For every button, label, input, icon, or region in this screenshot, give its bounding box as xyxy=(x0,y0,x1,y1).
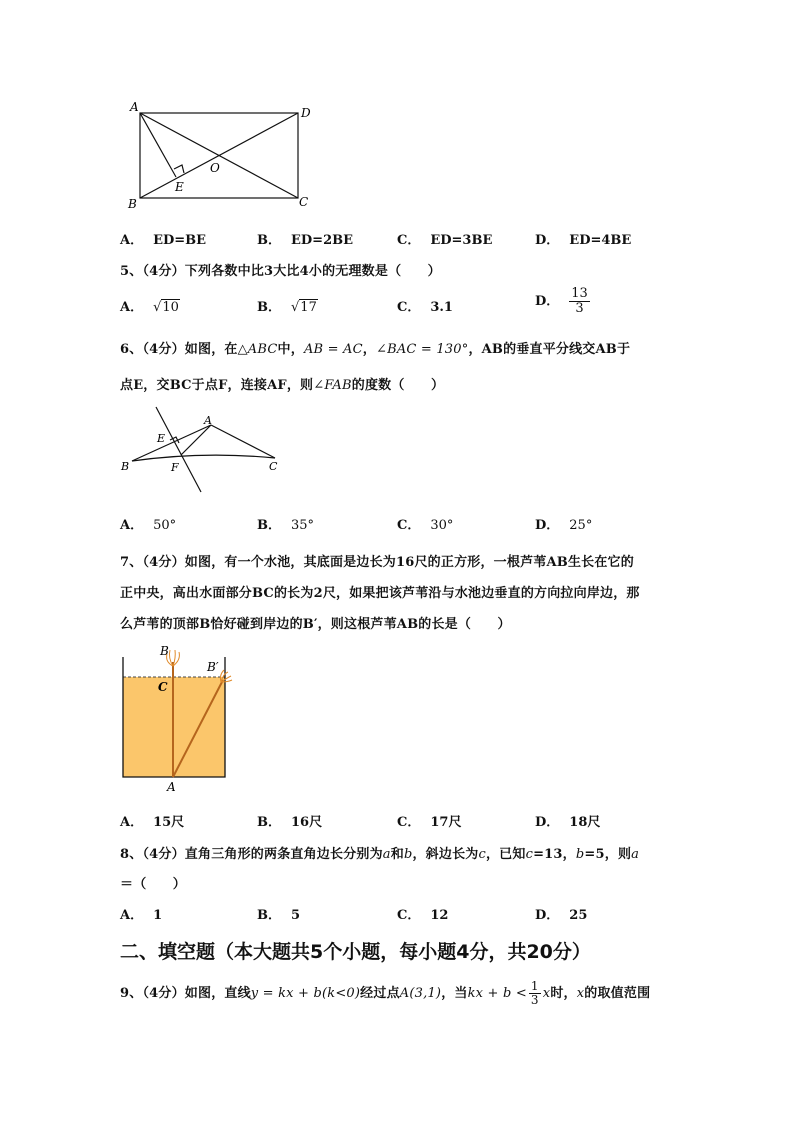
q8-option-d[interactable] xyxy=(535,904,587,923)
option-text: 5 xyxy=(291,908,301,923)
option-text: ED=2BE xyxy=(291,233,354,248)
q8-stem-line1 xyxy=(120,843,639,862)
option-label: A． xyxy=(120,908,144,923)
var-x: x xyxy=(576,986,585,1001)
sqrt-expression: √10 xyxy=(153,300,179,315)
text: ， xyxy=(362,342,376,357)
sqrt-expression: √17 xyxy=(291,300,317,315)
option-text: 16尺 xyxy=(291,815,323,830)
option-text: 35° xyxy=(291,518,315,533)
label-b: B xyxy=(121,460,130,473)
option-text: 25 xyxy=(569,908,588,923)
math-eq: AB = AC xyxy=(303,342,363,357)
math-angle: ∠FAB xyxy=(313,378,352,393)
math-angle: ∠BAC = 130° xyxy=(375,342,469,357)
fraction-numerator: 1 xyxy=(530,979,539,994)
q7-option-d[interactable] xyxy=(535,811,600,830)
text: 中， xyxy=(277,342,304,357)
q8-option-a[interactable] xyxy=(120,904,162,923)
option-text: 17尺 xyxy=(430,815,462,830)
option-label: D． xyxy=(535,293,560,309)
option-text: 3.1 xyxy=(430,300,453,315)
figure-pond-reed xyxy=(115,640,240,795)
fraction-numerator: 13 xyxy=(571,286,588,301)
var-x: x xyxy=(542,986,551,1001)
option-text: 12 xyxy=(430,908,449,923)
option-label: A． xyxy=(120,233,144,248)
text: ，已知 xyxy=(485,847,526,862)
q8-option-b[interactable] xyxy=(257,904,300,923)
label-c: C xyxy=(299,195,309,209)
option-text: 1 xyxy=(153,908,163,923)
text: 9、（4分）如图，直线 xyxy=(120,986,251,1001)
option-label: C． xyxy=(397,300,421,315)
text: ，斜边长为 xyxy=(412,847,479,862)
fraction xyxy=(529,980,541,1006)
text: =13， xyxy=(533,847,576,862)
q5-option-c[interactable] xyxy=(397,296,453,315)
option-text: 15尺 xyxy=(153,815,185,830)
fraction-denominator: 3 xyxy=(530,993,539,1007)
var-b: b xyxy=(575,847,585,862)
text: 点E，交BC于点F，连接AF，则 xyxy=(120,378,314,393)
text: 经过点 xyxy=(360,986,400,1001)
option-label: D． xyxy=(535,908,560,923)
label-a: A xyxy=(167,780,176,794)
radicand: 10 xyxy=(162,300,179,315)
text: 的取值范围 xyxy=(584,986,651,1001)
math-point: A(3,1) xyxy=(399,986,442,1001)
label-a: A xyxy=(204,414,212,427)
q6-option-a[interactable] xyxy=(120,514,176,533)
q5-stem: 5、（4分）下列各数中比3大比4小的无理数是（ ） xyxy=(120,264,441,279)
math-inequality: kx + b < xyxy=(467,986,527,1001)
option-label: C． xyxy=(397,233,421,248)
radicand: 17 xyxy=(300,300,317,315)
option-label: A． xyxy=(120,815,144,830)
option-label: B． xyxy=(257,908,281,923)
q7-option-a[interactable] xyxy=(120,811,184,830)
right-angle-mark xyxy=(174,165,184,173)
var-a: a xyxy=(382,847,391,862)
fraction xyxy=(569,287,590,315)
var-b: b xyxy=(403,847,413,862)
label-e: E xyxy=(157,432,166,445)
section-heading: 二、填空题（本大题共5个小题，每小题4分，共20分） xyxy=(120,941,591,963)
q9-stem-line1 xyxy=(120,974,650,1014)
option-text: 50° xyxy=(153,518,177,533)
var-c: c xyxy=(478,847,486,862)
q6-option-b[interactable] xyxy=(257,514,314,533)
label-e: E xyxy=(175,180,184,194)
segment-af xyxy=(181,425,211,455)
q5-option-b[interactable] xyxy=(257,296,318,315)
option-label: D． xyxy=(535,518,560,533)
q7-stem-line3: 么芦苇的顶部B恰好碰到岸边的B′，则这根芦苇AB的长是（ ） xyxy=(120,617,511,632)
side-bc xyxy=(132,455,275,461)
option-label: B． xyxy=(257,233,281,248)
math-line-equation: y = kx + b(k<0) xyxy=(250,986,361,1001)
option-text: 25° xyxy=(569,518,593,533)
label-c: C xyxy=(269,460,278,473)
text: 和 xyxy=(390,847,404,862)
label-f: F xyxy=(171,461,179,474)
text: ，当 xyxy=(441,986,468,1001)
side-ac xyxy=(211,425,275,458)
text: ，AB的垂直平分线交AB于 xyxy=(468,342,631,357)
option-label: D． xyxy=(535,233,560,248)
perpendicular-bisector xyxy=(156,407,201,492)
text: 时， xyxy=(550,986,577,1001)
label-c: C xyxy=(158,680,168,694)
option-label: C． xyxy=(397,908,421,923)
option-label: A． xyxy=(120,300,144,315)
q8-option-c[interactable] xyxy=(397,904,448,923)
math-triangle: △ABC xyxy=(237,342,278,357)
q4-option-d[interactable] xyxy=(535,229,631,248)
q4-option-b[interactable] xyxy=(257,229,353,248)
q6-stem-line1 xyxy=(120,338,630,357)
option-text: ED=BE xyxy=(153,233,207,248)
fraction-denominator: 3 xyxy=(575,300,584,316)
option-label: B． xyxy=(257,518,281,533)
text: 的度数（ ） xyxy=(351,378,445,393)
option-label: B． xyxy=(257,300,281,315)
q6-option-d[interactable] xyxy=(535,514,592,533)
label-d: D xyxy=(301,106,311,120)
q4-option-a[interactable] xyxy=(120,229,206,248)
q6-stem-line2 xyxy=(120,374,444,393)
q8-stem-line2: ＝（ ） xyxy=(120,877,187,892)
q7-option-c[interactable] xyxy=(397,811,461,830)
q5-option-a[interactable] xyxy=(120,296,180,315)
option-label: C． xyxy=(397,815,421,830)
option-label: C． xyxy=(397,518,421,533)
q7-stem-line1: 7、（4分）如图，有一个水池，其底面是边长为16尺的正方形，一根芦苇AB生长在它的 xyxy=(120,555,634,570)
text: 6、（4分）如图，在 xyxy=(120,342,238,357)
label-b: B xyxy=(128,197,137,211)
option-text: 30° xyxy=(430,518,454,533)
option-text: ED=4BE xyxy=(569,233,632,248)
label-o: O xyxy=(210,161,220,175)
q7-stem-line2: 正中央，高出水面部分BC的长为2尺，如果把该芦苇沿与水池边垂直的方向拉向岸边，那 xyxy=(120,586,640,601)
option-label: B． xyxy=(257,815,281,830)
option-label: A． xyxy=(120,518,144,533)
q4-option-c[interactable] xyxy=(397,229,492,248)
q5-option-d[interactable] xyxy=(535,287,590,315)
figure-triangle-bisector xyxy=(115,398,290,498)
q7-option-b[interactable] xyxy=(257,811,322,830)
option-label: D． xyxy=(535,815,560,830)
text: 8、（4分）直角三角形的两条直角边长分别为 xyxy=(120,847,383,862)
option-text: 18尺 xyxy=(569,815,601,830)
label-b: B xyxy=(160,644,169,658)
q6-option-c[interactable] xyxy=(397,514,453,533)
label-a: A xyxy=(130,100,139,114)
label-b-prime: B′ xyxy=(207,660,219,674)
var-c: c xyxy=(525,847,534,862)
option-text: ED=3BE xyxy=(430,233,493,248)
var-a: a xyxy=(631,847,640,862)
text: =5，则 xyxy=(584,847,632,862)
figure-rectangle-abcd xyxy=(120,96,320,216)
